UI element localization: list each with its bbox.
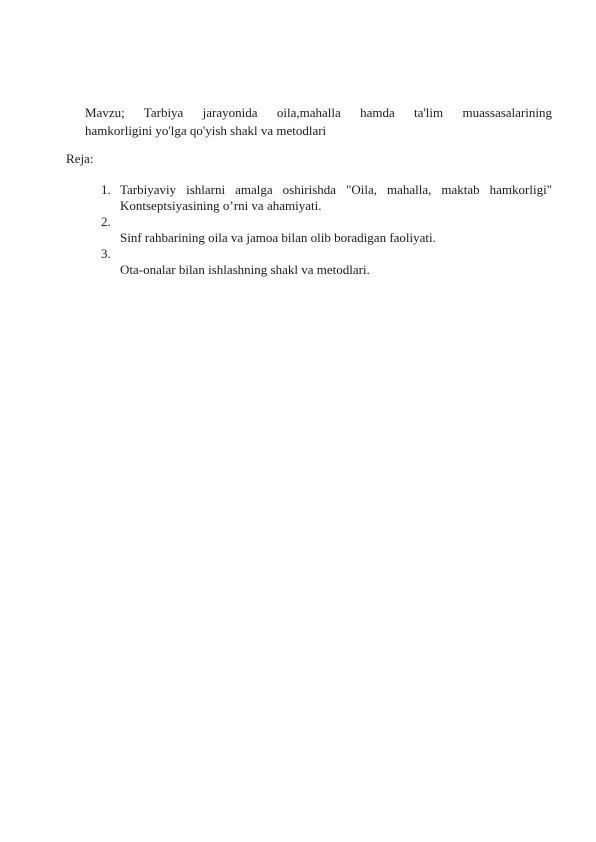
title-line-2: hamkorligini yo'lga qo'yish shakl va metodlari (85, 123, 327, 138)
plan-item-1-text-line-2: Kontseptsiyasining o’rni va ahamiyati. (120, 198, 322, 213)
plan-item-1-text-line-1: Tarbiyaviy ishlarni amalga oshirishda "Oila, mahalla, maktab hamkorligi" (120, 182, 552, 197)
plan-item-2-text: Sinf rahbarining oila va jamoa bilan olib boradigan faoliyati. (120, 230, 436, 245)
plan-item-3-number-row (101, 246, 552, 262)
title-line-1: Mavzu; Tarbiya jarayonida oila,mahalla hamda ta'lim muassasalarining (85, 105, 552, 120)
plan-item-number: 3. (101, 246, 111, 261)
plan-item-3-text: Ota-onalar bilan ishlashning shakl va metodlari. (120, 262, 370, 277)
plan-item-1 (101, 182, 552, 214)
document-title (85, 104, 552, 140)
plan-item-2-number-row (101, 214, 552, 230)
plan-list (101, 182, 552, 278)
plan-item-number: 2. (101, 214, 111, 229)
plan-heading: Reja: (66, 151, 94, 166)
plan-item-number: 1. (101, 182, 111, 197)
